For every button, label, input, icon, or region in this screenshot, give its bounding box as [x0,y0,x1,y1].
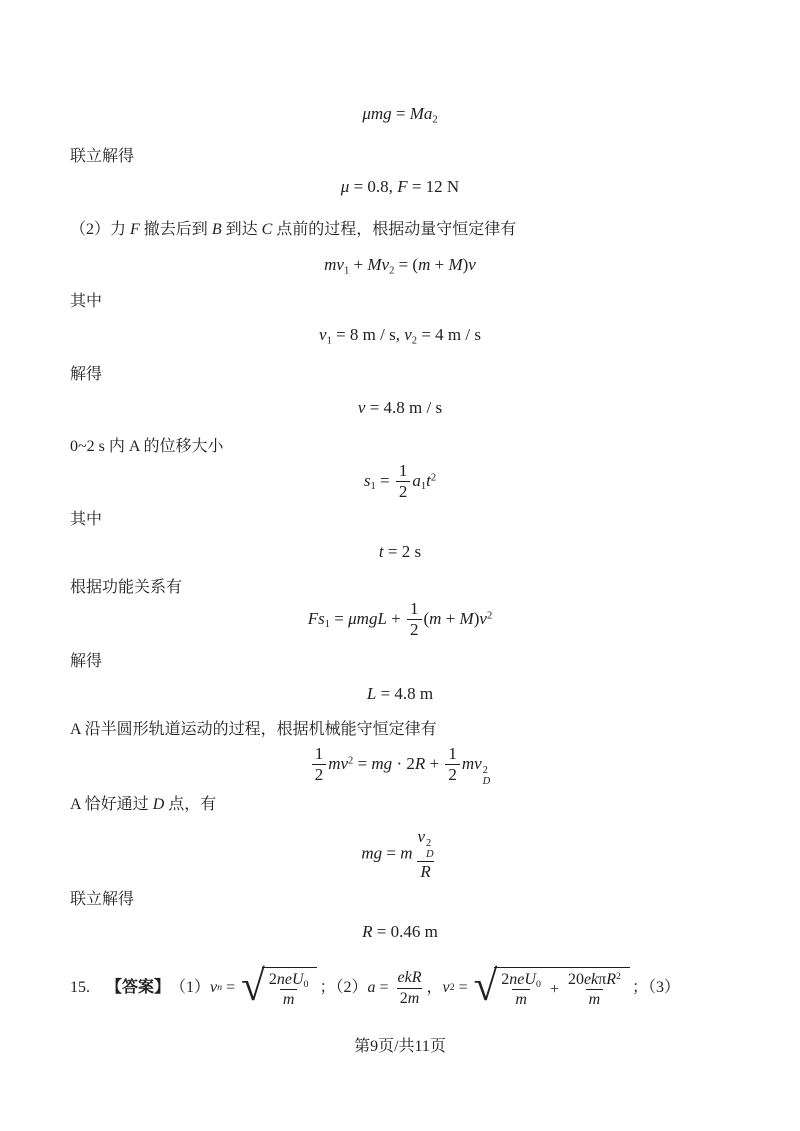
math-sqrt [473,962,630,1010]
paragraph-part2-intro [70,219,730,241]
math-denominator [445,764,460,785]
math-superscript: 2 [616,970,621,982]
math-roman: 2 [314,765,324,785]
math-roman: 点前的过程，根据动量守恒定律有 [272,221,517,238]
math-roman: = 8 m / s, [331,325,405,344]
math-variable: Mv [367,255,390,274]
math-roman: = 0.46 m [372,922,438,941]
math-numerator [498,970,544,989]
math-variable: a [367,979,376,997]
math-variable: m [400,843,413,863]
math-roman: 解得 [70,366,103,383]
math-variable: ekR [397,969,422,987]
math-roman: 联立解得 [70,891,135,908]
math-roman: 联立解得 [70,148,135,165]
math-roman: = 12 N [407,177,460,196]
math-roman: 2 [448,765,457,785]
math-subscript: 2 [411,335,418,347]
math-roman: 撤去后到 [139,221,212,238]
math-variable: ek [583,970,599,988]
math-roman: 1 [314,744,324,763]
math-variable: a [412,470,421,490]
math-denominator [280,989,298,1009]
math-roman: = 0.8, [349,177,398,196]
math-denominator [417,861,433,882]
math-variable: v [442,979,450,997]
math-roman: 其中 [70,511,103,528]
math-roman: ；（3） [631,979,680,997]
math-subscript: 1 [326,335,332,347]
equation-L-result [70,684,730,704]
radical-sign: √ [241,962,265,1010]
paragraph-point-d [70,794,730,816]
math-roman: = 4 m / s [417,325,481,344]
math-roman: 1 [410,599,419,618]
math-roman: = [353,753,372,773]
math-fraction [395,968,425,1007]
label-solve-3 [70,651,730,673]
math-variable: mg [361,843,383,863]
math-denominator [407,619,422,640]
math-numerator [266,970,312,989]
math-variable: mg [371,753,393,773]
equation-mu-mg [70,104,730,124]
equation-t [70,542,730,562]
math-variable: mv [328,753,349,773]
math-roman: 2 [268,970,277,988]
math-variable: m [282,991,295,1008]
math-variable: v [357,398,366,417]
equation-s1 [70,461,730,503]
math-roman: 根据功能关系有 [70,579,183,596]
math-superscript: 2 [430,472,437,484]
math-roman: ( [423,608,430,628]
math-superscript: 2 [486,610,493,622]
math-variable: μmgL [348,608,387,628]
math-roman: 到达 [221,221,262,238]
math-variable: neU [509,970,536,988]
math-variable: B [211,221,222,238]
math-variable: R [606,970,616,988]
equation-energy-conservation [70,744,730,787]
math-variable: v [210,979,218,997]
math-roman: 20 [567,970,584,988]
math-roman: 0~2 s 内 A 的位移大小 [70,438,224,455]
math-numerator [445,744,460,764]
equation-work-energy [70,599,730,641]
math-roman: 其中 [70,293,103,310]
math-roman: = 2 s [383,542,422,561]
paragraph-semicircle [70,719,730,741]
math-variable: neU [276,970,304,988]
math-roman: π [598,970,607,988]
math-subscript: D [426,849,434,861]
equation-v1-v2 [70,325,730,345]
math-numerator [415,827,437,861]
math-variable: t [426,470,431,490]
math-variable: m [515,991,527,1008]
equation-momentum [70,255,730,275]
math-variable: D [152,796,165,813]
math-fraction [445,744,460,786]
math-roman: = ( [394,255,419,274]
math-fraction [266,970,312,1009]
math-variable: m [429,608,442,628]
math-variable: mv [461,753,482,773]
math-roman: A 沿半圆形轨道运动的过程，根据机械能守恒定律有 [70,721,437,738]
label-among-2 [70,509,730,531]
math-roman: 2 [398,482,408,502]
math-variable: v [417,827,426,846]
math-variable: M [459,608,474,628]
math-variable: s [363,470,371,490]
math-roman: A 恰好通过 [70,796,153,813]
paragraph-displacement [70,436,730,458]
math-roman: · 2 [392,753,415,773]
math-roman: + [349,255,368,274]
math-superscript: 2 [482,765,488,777]
math-roman: = [382,843,401,863]
math-numerator [395,968,425,987]
math-subscript: 1 [343,265,350,277]
math-superscript: 2 [426,838,432,850]
math-roman: = [375,470,394,490]
math-variable: M [448,255,463,274]
math-denominator [312,764,327,785]
math-variable: v [468,255,476,274]
math-variable: v [319,325,327,344]
math-subscript: 2 [432,114,438,126]
math-denominator [396,481,411,502]
math-variable: Ma [409,104,433,123]
math-subscript: D [482,776,491,788]
math-roman: 2 [410,620,419,640]
math-subscript: 1 [370,481,376,493]
math-variable: μ [340,177,350,196]
math-superscript: 2 [348,755,354,767]
math-roman: + [386,608,405,628]
answer-item-15: 15. 【答案】 （1） v n = √ $\frac{2neU_0}{m}$ ；（2） a = $\frac{\text{ekR}}{2m}$ ， v 2 = √ $\frac{2neU_0}{m}$ + $\frac{20ek\pi R^2}{m}$ ；（3） [70,962,680,1010]
page-number-footer: 第9页/共11页 [354,1038,446,1055]
math-roman: + [545,980,563,998]
equation-mu-F-result [70,177,730,197]
math-subscript: 1 [420,481,427,493]
math-roman: ；（2） [319,979,368,997]
math-subsup [426,838,434,860]
math-roman: 解得 [70,653,103,670]
math-fraction [312,744,327,786]
math-numerator [407,599,422,619]
math-subscript: 2 [389,265,395,277]
math-roman: ) [473,608,480,628]
math-roman: 15. [70,979,107,997]
math-roman: 【答案】 [106,979,171,997]
math-subsup [483,765,491,787]
math-roman: ) [462,255,469,274]
equation-v-result [70,398,730,418]
math-fraction [498,970,544,1009]
math-variable: F [397,177,408,196]
label-solve-together-1 [70,146,730,168]
math-variable: m [407,989,420,1007]
math-roman: = 4.8 m / s [365,398,443,417]
math-variable: Fs [307,608,325,628]
math-numerator [396,461,411,481]
math-roman: 1 [398,461,408,480]
math-roman: 2 [501,970,510,988]
math-fraction [565,970,624,1009]
label-solve-2 [70,364,730,386]
math-roman: + [425,753,444,773]
math-roman: 1 [448,744,457,763]
paragraph-work-energy [70,577,730,599]
math-variable: μmg [362,104,392,123]
math-variable: t [378,542,384,561]
math-roman: 点，有 [164,796,217,813]
math-fraction [415,827,437,882]
math-roman: + [430,255,449,274]
math-sqrt [241,962,317,1010]
math-variable: m [588,991,601,1008]
math-roman: （2）力 [70,221,131,238]
math-roman: = [375,979,393,997]
math-radicand [262,967,318,1009]
math-subscript: 1 [324,619,331,631]
math-subscript: 0 [535,978,541,990]
math-roman: 2 [399,989,408,1007]
math-roman: ， [426,979,443,997]
math-variable: R [362,922,373,941]
math-roman: = [454,979,472,997]
math-roman: + [441,608,460,628]
math-roman: = [391,104,410,123]
math-variable: mv [324,255,344,274]
equation-circular-motion [70,827,730,882]
label-solve-4 [70,889,730,911]
math-numerator [312,744,327,764]
math-denominator [397,988,423,1008]
math-roman: = 4.8 m [376,684,434,703]
math-roman: （1） [170,979,211,997]
label-among-1 [70,291,730,313]
math-denominator [512,989,530,1009]
math-variable: F [130,221,140,238]
math-radicand [494,967,630,1009]
math-denominator [586,989,604,1009]
math-subscript: 0 [303,978,309,990]
math-variable: R [420,861,431,881]
math-variable: R [414,753,426,773]
math-variable: C [261,221,273,238]
math-fraction [407,599,422,641]
math-variable: v [479,608,487,628]
radical-sign: √ [473,962,498,1010]
math-roman: = [330,608,349,628]
math-variable: m [418,255,431,274]
equation-R-result [70,922,730,942]
math-roman: = [222,979,240,997]
math-fraction [396,461,411,503]
math-variable: L [366,684,377,703]
math-variable: v [404,325,412,344]
math-numerator [565,970,624,989]
